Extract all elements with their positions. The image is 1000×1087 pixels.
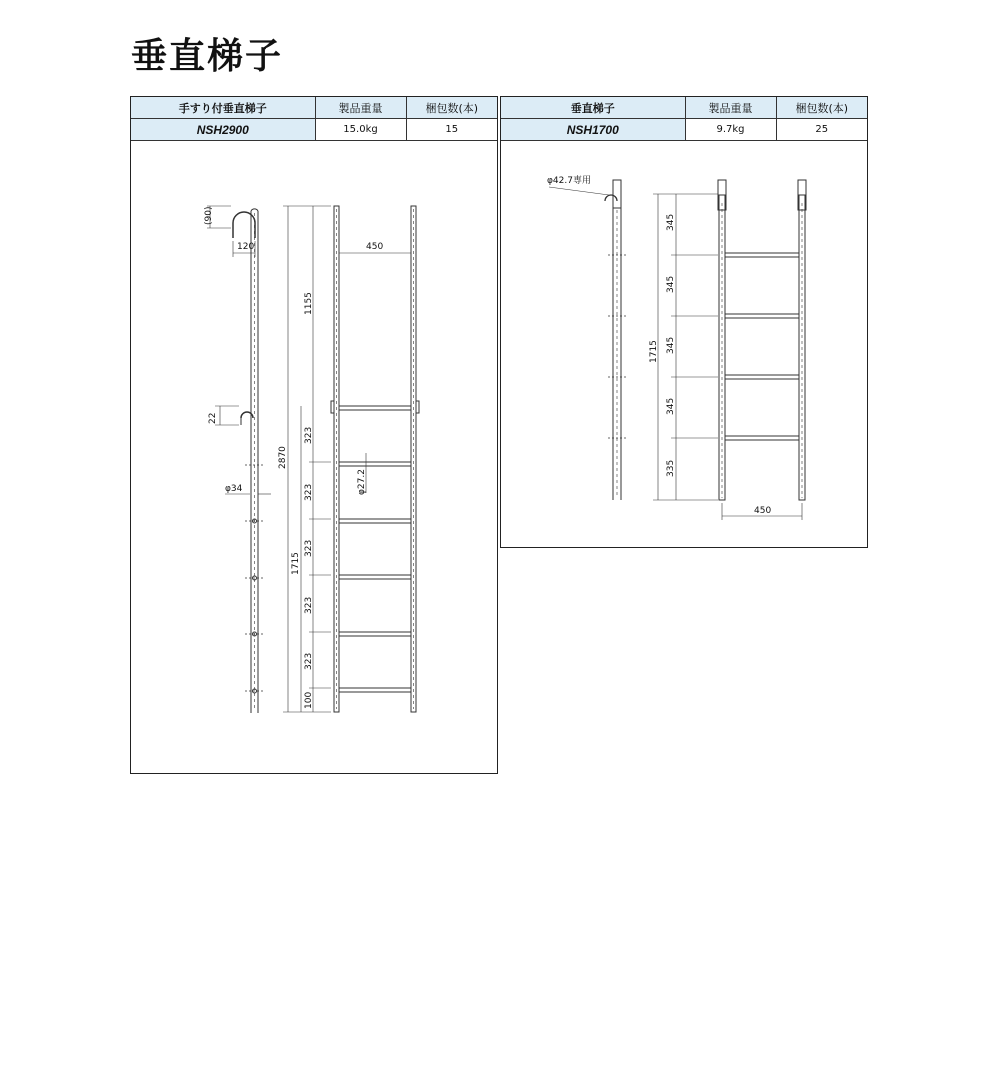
- page-title: 垂直梯子: [131, 36, 284, 77]
- dim-diameter: φ34: [225, 484, 243, 494]
- product-model: NSH1700: [501, 119, 685, 141]
- dim-width: 450: [366, 242, 384, 252]
- product-name: 手すり付垂直梯子: [131, 97, 315, 119]
- dim-pitch-2: 345: [666, 275, 676, 293]
- spec-table: [501, 97, 867, 141]
- pack-header: 梱包数(本): [776, 97, 867, 119]
- dim-rung-dia: φ27.2: [357, 469, 367, 495]
- rungs: [725, 253, 799, 440]
- dim-pitch-3: 345: [666, 336, 676, 354]
- weight-header: 製品重量: [685, 97, 776, 119]
- spec-table: [131, 97, 497, 141]
- dim-width: 450: [754, 506, 772, 516]
- dim-pitch-2: 323: [304, 483, 314, 501]
- side-clamp: [613, 180, 621, 208]
- drawing-nsh1700: [501, 143, 867, 543]
- product-pack: 25: [776, 119, 867, 141]
- dim-hook-height: (90): [204, 206, 214, 225]
- product-card-nsh2900: [130, 96, 498, 774]
- dim-pitch-4: 323: [304, 596, 314, 614]
- dim-pitch-1: 323: [304, 426, 314, 444]
- pack-header: 梱包数(本): [406, 97, 497, 119]
- dim-pitch-1: 345: [666, 213, 676, 231]
- product-pack: 15: [406, 119, 497, 141]
- dim-bottom: 100: [304, 691, 314, 709]
- dim-clamp: φ42.7専用: [547, 176, 591, 186]
- product-model: NSH2900: [131, 119, 315, 141]
- handrail-hook: [233, 212, 255, 238]
- dim-pitch-3: 323: [304, 539, 314, 557]
- dim-ladder: 1715: [291, 552, 301, 575]
- dim-bottom: 335: [666, 459, 676, 477]
- dim-pitch-5: 323: [304, 652, 314, 670]
- dim-total: 1715: [649, 340, 659, 363]
- weight-header: 製品重量: [315, 97, 406, 119]
- dim-hook-width: 120: [237, 242, 255, 252]
- drawing-nsh2900: [131, 143, 497, 768]
- product-weight: 15.0kg: [315, 119, 406, 141]
- dim-total: 2870: [278, 446, 288, 469]
- dim-bracket: 22: [208, 412, 218, 424]
- product-name: 垂直梯子: [501, 97, 685, 119]
- rungs: [339, 406, 411, 692]
- dim-pitch-4: 345: [666, 397, 676, 415]
- product-weight: 9.7kg: [685, 119, 776, 141]
- dim-upper: 1155: [304, 292, 314, 315]
- product-card-nsh1700: [500, 96, 868, 548]
